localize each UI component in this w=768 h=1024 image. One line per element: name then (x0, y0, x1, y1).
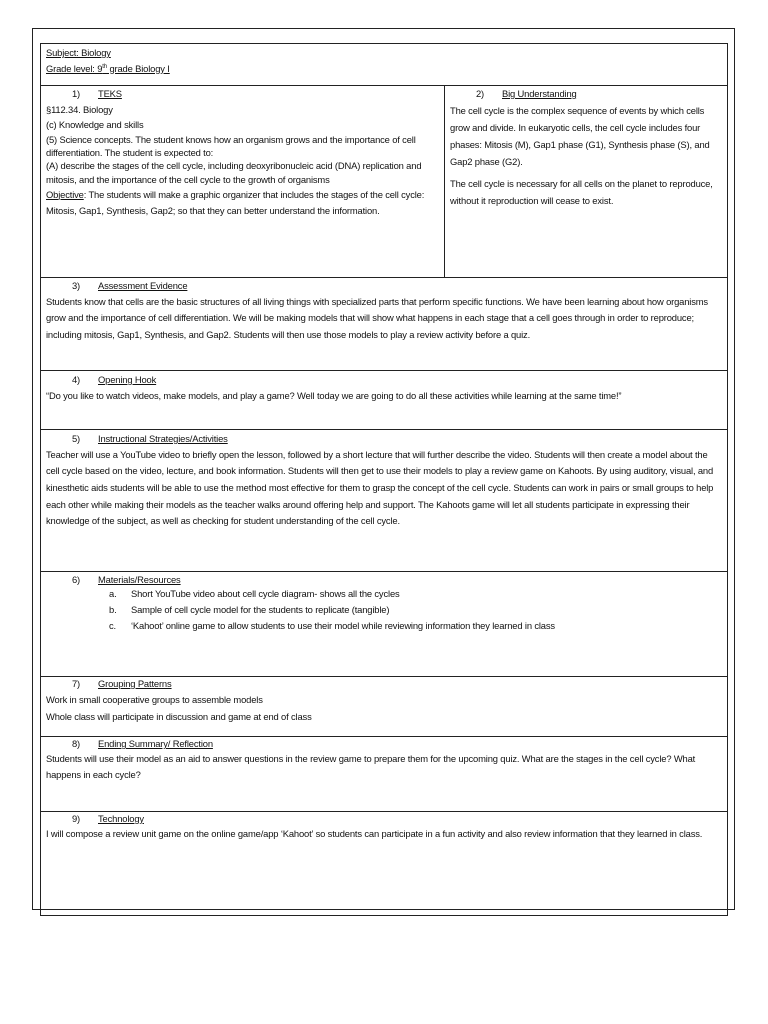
teks-line: (A) describe the stages of the cell cycle, including deoxyribonucleic acid (DNA) replication and mitosis, and the importance of the cell cycle to the growth of organisms (46, 159, 422, 185)
teks-line: §112.34. Biology (46, 103, 113, 115)
assessment-section (41, 277, 727, 370)
technology-section (41, 811, 727, 915)
lesson-plan-table (40, 43, 728, 916)
strategies-section (41, 429, 727, 571)
list-item: b. Sample of cell cycle model for the students to replicate (tangible) (109, 604, 390, 615)
header-row (41, 44, 727, 85)
ending-section (41, 736, 727, 811)
big-understanding-text: The cell cycle is the complex sequence of events by which cells grow and divide. In eukaryotic cells, the cell cycle includes four phases: Mitosis (M), Gap1 phase (G1), Synthesis phase (S), and Gap2 phase (G2). (450, 104, 710, 167)
technology-text: I will compose a review unit game on the online game/app ‘Kahoot’ so students can participate in a fun activity and also review information that they learned in class. (46, 828, 703, 839)
grouping-heading: 7) Grouping Patterns (71, 678, 172, 689)
list-item: c. ‘Kahoot’ online game to allow students to use their model while reviewing information they learned in class (109, 620, 555, 631)
ending-text: Students will use their model as an aid to answer questions in the review game to prepare them for the upcoming quiz. What are the stages in the cell cycle? What happens in each cycle? (46, 753, 696, 780)
opening-hook-section (41, 370, 727, 429)
opening-hook-text: “Do you like to watch videos, make models, and play a game? Well today we are going to do all these activities while learning at the same time!” (46, 389, 622, 401)
strategies-heading: 5) Instructional Strategies/Activities (71, 433, 228, 444)
teks-heading: 1) TEKS (71, 88, 122, 99)
grade-line: Grade level: 9th grade Biology I (46, 62, 170, 74)
assessment-heading: 3) Assessment Evidence (71, 280, 188, 291)
objective: Objective: The students will make a graphic organizer that includes the stages of the cell cycle: Mitosis, Gap1, Synthesis, Gap2; so that they can better understand the information. (46, 188, 425, 216)
big-understanding-text-2: The cell cycle is necessary for all cells on the planet to reproduce, without it reproduction will cease to exist. (450, 177, 713, 206)
big-understanding-heading: 2) Big Understanding (475, 88, 577, 99)
subject-line: Subject: Biology (46, 47, 111, 58)
teks-line: (c) Knowledge and skills (46, 119, 144, 130)
grouping-section (41, 676, 727, 736)
strategies-text: Teacher will use a YouTube video to briefly open the lesson, followed by a short lecture that will further describe the video. Students will then create a model about the cell cycle based on the video, lecture, and book information. Students will then get to use their models to play a review game on Kahoots. By using auditory, visual, and kinesthetic aids students will be able to use the method most effective for them to grasp the concept of the cell cycle. Students can work in pairs or small groups to help each other while making their models as the teacher walks around offering help and support. The Kahoots game will let all students participate in expressing their knowledge of the subject, as well as checking for student understanding of the cell cycle. (46, 448, 714, 527)
materials-heading: 6) Materials/Resources (71, 574, 181, 585)
grouping-line: Work in small cooperative groups to assemble models (46, 694, 263, 705)
grouping-line: Whole class will participate in discussion and game at end of class (46, 711, 312, 722)
ending-heading: 8) Ending Summary/ Reflection (71, 738, 213, 749)
teks-section (41, 86, 445, 277)
assessment-text: Students know that cells are the basic structures of all living things with specialized parts that perform specific functions. We have been learning about how organisms grow and the importance of cell differentiation. We will be making models that will show what happens in each stage that a cell goes through in order to reproduce; including mitosis, Gap1, Synthesis, and Gap2. Students will then use those models to play a review activity before a quiz. (46, 295, 708, 340)
opening-hook-heading: 4) Opening Hook (71, 374, 157, 385)
materials-list (46, 586, 722, 634)
teks-understanding-row (41, 85, 727, 277)
teks-line: (5) Science concepts. The student knows how an organism grows and the importance of cell differentiation. The student is expected to: (46, 133, 416, 158)
materials-section (41, 571, 727, 676)
technology-heading: 9) Technology (71, 813, 144, 824)
list-item: a. Short YouTube video about cell cycle diagram- shows all the cycles (109, 588, 400, 599)
big-understanding-section (445, 86, 727, 277)
